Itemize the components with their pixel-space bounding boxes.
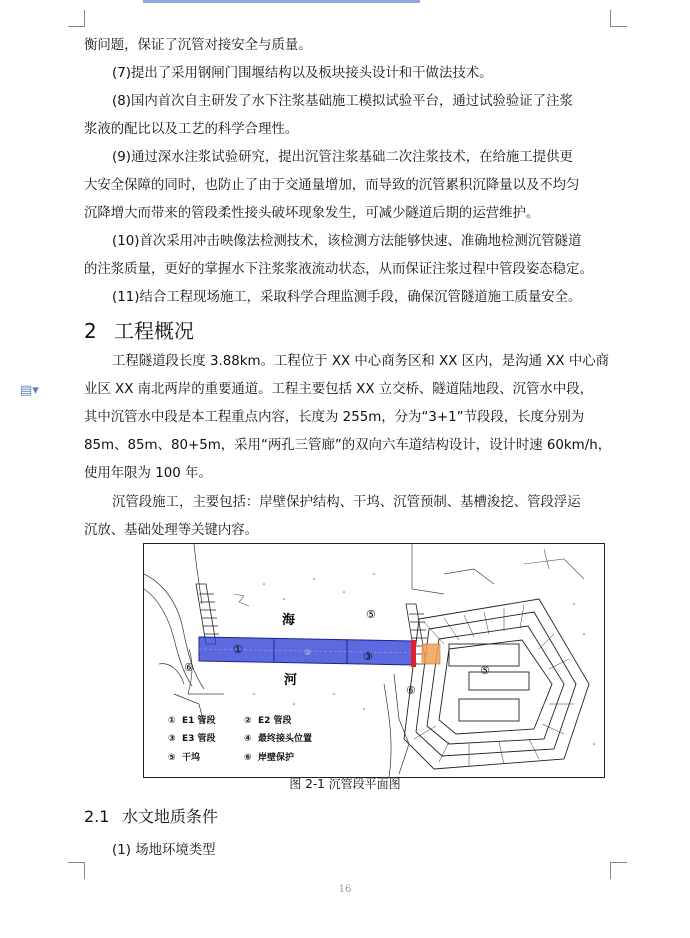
text-line: (1) 场地环境类型	[112, 843, 216, 858]
legend-text: 干坞	[182, 753, 201, 763]
legend-text: E1 管段	[182, 716, 216, 726]
map-label-river: 河	[284, 673, 298, 688]
map-mark-5: ⑤	[366, 608, 376, 621]
left-bank	[144, 544, 204, 724]
crop-mark-top-right	[610, 10, 627, 27]
map-label-sea: 海	[282, 613, 296, 628]
legend-mark: ⑤	[168, 753, 176, 763]
text-line: (7)提出了采用钢闸门围堰结构以及板块接头设计和干做法技术。	[112, 66, 493, 81]
text-line: 其中沉管水中段是本工程重点内容，长度为 255m，分为“3+1”节段段，长度分别为	[84, 410, 585, 425]
segment-mark-3: ③	[363, 650, 373, 663]
legend-mark: ①	[168, 716, 176, 726]
section-title: 工程概况	[114, 319, 194, 343]
final-joint-marker	[411, 640, 416, 667]
text-line: 的注浆质量，更好的掌握水下注浆浆液流动状态，从而保证注浆过程中管段姿态稳定。	[84, 262, 593, 277]
legend-text: E3 管段	[182, 734, 216, 744]
text-line: (10)首次采用冲击映像法检测技术，该检测方法能够快速、准确地检测沉管隧道	[112, 234, 582, 249]
text-line: 使用年限为 100 年。	[84, 466, 212, 481]
legend-text: E2 管段	[258, 716, 292, 726]
page-number: 16	[338, 884, 352, 895]
text-line: 浆液的配比以及工艺的科学合理性。	[84, 122, 299, 137]
text-line: (11)结合工程现场施工，采取科学合理监测手段，确保沉管隧道施工质量安全。	[112, 290, 582, 305]
figure-legend	[168, 714, 312, 763]
subsection-title: 水文地质条件	[122, 807, 219, 826]
legend-text: 最终接头位置	[258, 734, 313, 744]
text-line: 大安全保障的同时，也防止了由于交通量增加，而导致的沉管累积沉降量以及不均匀	[84, 178, 580, 193]
text-line: 沉放、基础处理等关键内容。	[84, 523, 259, 538]
text-line: 衡问题，保证了沉管对接安全与质量。	[84, 38, 312, 53]
crop-mark-bottom-left	[68, 862, 85, 879]
text-line: 工程隧道段长度 3.88km。工程位于 XX 中心商务区和 XX 区内，是沟通 XX 中心商	[112, 354, 609, 369]
text-line: 85m、85m、80+5m，采用“两孔三管廊”的双向六车道结构设计，设计时速 60km/h，	[84, 438, 612, 453]
text-line: 业区 XX 南北两岸的重要通道。工程主要包括 XX 立交桥、隧道陆地段、沉管水中段，	[84, 382, 593, 397]
section-heading	[84, 318, 194, 344]
subsection-number: 2.1	[84, 807, 110, 826]
subsection-heading	[84, 806, 218, 828]
legend-mark: ④	[244, 734, 252, 744]
map-mark-6-left: ⑥	[184, 661, 194, 674]
text-line: 沉降增大而带来的管段柔性接头破坏现象发生，可减少隧道后期的运营维护。	[84, 206, 540, 221]
segment-mark-1: ①	[233, 643, 243, 656]
left-breakwater	[196, 584, 219, 644]
map-mark-5-dock: ⑤	[480, 664, 490, 677]
paragraph-options-icon[interactable]: ▤▾	[20, 383, 39, 398]
text-line: (9)通过深水注浆试验研究，提出沉管注浆基础二次注浆技术，在给施工提供更	[112, 150, 573, 165]
top-accent-bar	[143, 0, 420, 3]
legend-mark: ③	[168, 734, 176, 744]
section-number: 2	[84, 319, 97, 343]
dry-dock-marker	[422, 644, 440, 664]
legend-text: 岸壁保护	[258, 753, 295, 763]
site-plan-drawing	[144, 544, 604, 777]
site-plan-figure	[143, 543, 605, 778]
text-line: 沉管段施工，主要包括：岸壁保护结构、干坞、沉管预制、基槽浚挖、管段浮运	[112, 495, 581, 510]
legend-mark: ⑥	[244, 753, 252, 763]
segment-mark-2: ②	[304, 648, 312, 657]
dry-dock-outline	[404, 599, 589, 769]
crop-mark-top-left	[68, 10, 85, 27]
crop-mark-bottom-right	[610, 862, 627, 879]
legend-mark: ②	[244, 716, 252, 726]
map-mark-6-right: ⑥	[406, 684, 416, 697]
figure-caption: 图 2-1 沉管段平面图	[289, 777, 401, 791]
text-line: (8)国内首次自主研发了水下注浆基础施工模拟试验平台，通过试验验证了注浆	[112, 94, 573, 109]
